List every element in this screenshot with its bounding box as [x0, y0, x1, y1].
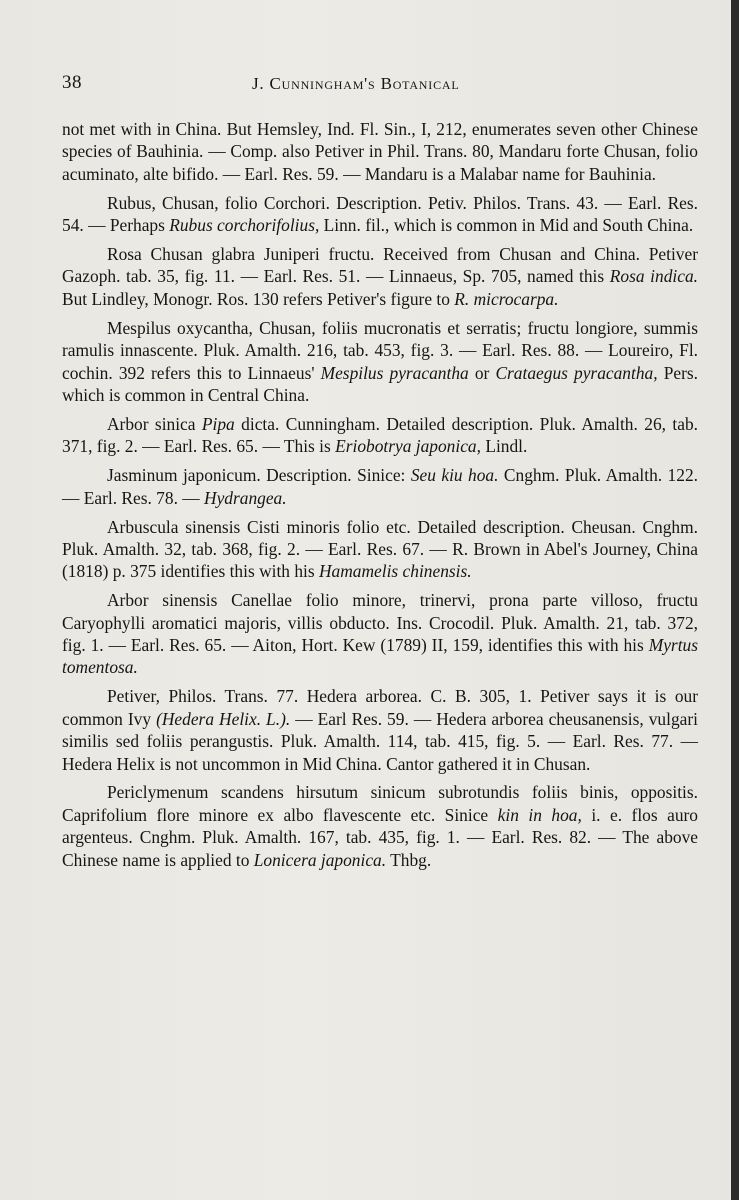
text-run: Rosa Chusan glabra Juniperi fructu. Received from Chusan and China. Petiver Gazoph. tab. 35, fig. 11. — Earl. Res. 51. — Linnaeus, Sp. 705, named this: [62, 244, 698, 287]
text-run: or: [468, 362, 496, 383]
paragraph-rubus: [62, 192, 698, 237]
italic-text: R. microcarpa.: [454, 288, 559, 309]
text-run: Arbor sinensis Canellae folio minore, trinervi, prona parte villoso, fructu Caryophylli aromatici majoris, villis obducto. Ins. Crocodil. Pluk. Amalth. 21, tab. 372, fig. 1. — Earl. Res. 65. — Aiton, Hort. Kew (1789) II, 159, identifies this with his: [62, 590, 698, 656]
text-run: Arbuscula sinensis Cisti minoris folio etc. Detailed description. Cheusan. Cnghm. Pluk. Amalth. 32, tab. 368, fig. 2. — Earl. Res. 67. — R. Brown in Abel's Journey, China (1818) p. 375 identifies this with his: [62, 516, 698, 582]
italic-text: Seu kiu hoa.: [410, 465, 499, 486]
text-run: Pers. which is common in Central China.: [62, 362, 698, 405]
paragraph-bauhinia-continued: [62, 118, 698, 185]
body-text: [62, 118, 698, 871]
text-run: Thbg.: [386, 849, 432, 870]
paragraph-arbor-pipa: [62, 413, 698, 458]
text-run: Arbor sinica: [107, 413, 202, 434]
text-run: Jasminum japonicum. Description. Sinice:: [107, 465, 411, 486]
italic-text: Crataegus pyracantha,: [495, 362, 658, 383]
text-run: not met with in China. But Hemsley, Ind. Fl. Sin., I, 212, enumerates seven other Chinese species of Bauhinia. — Comp. also Petiver in Phil. Trans. 80, Mandaru forte Chusan, folio acuminato, alte bifido. — Earl. Res. 59. — Mandaru is a Malabar name for Bauhinia.: [62, 119, 698, 184]
paragraph-arbuscula: [62, 516, 698, 583]
paragraph-jasminum: [62, 464, 698, 509]
italic-text: Mespilus pyracantha: [320, 362, 469, 383]
italic-text: Myrtus tomentosa.: [62, 635, 698, 678]
italic-text: Rubus corchorifolius,: [169, 215, 320, 236]
italic-text: Eriobotrya japonica,: [335, 436, 481, 457]
text-run: Linn. fil., which is common in Mid and South China.: [319, 215, 694, 236]
text-run: — Earl Res. 59. — Hedera arborea cheusanensis, vulgari similis sed foliis perangustis. Pluk. Amalth. 114, tab. 415, fig. 5. — Earl. Res. 77. — Hedera Helix is not uncommon in Mid China. Cantor gathered it in Chusan.: [62, 708, 698, 774]
page-edge-shadow: [731, 0, 739, 1200]
text-run: Petiver, Philos. Trans. 77. Hedera arborea. C. B. 305, 1. Petiver says it is our common Ivy: [62, 686, 698, 729]
italic-text: Hamamelis chinensis.: [318, 561, 472, 582]
italic-text: Hydrangea.: [204, 487, 287, 508]
italic-text: Rosa indica.: [609, 266, 698, 287]
text-run: dicta. Cunningham. Detailed description. Pluk. Amalth. 26, tab. 371, fig. 2. — Earl. Res. 65. — This is: [62, 413, 698, 457]
text-run: But Lindley, Monogr. Ros. 130 refers Petiver's figure to: [62, 288, 455, 309]
italic-text: (Hedera Helix. L.).: [156, 708, 291, 729]
text-run: Cnghm. Pluk. Amalth. 122. — Earl. Res. 78. —: [62, 465, 698, 508]
text-run: Rubus, Chusan, folio Corchori. Description. Petiv. Philos. Trans. 43. — Earl. Res. 54. — Perhaps: [62, 192, 698, 236]
text-run: Periclymenum scandens hirsutum sinicum subrotundis foliis binis, oppositis. Caprifolium flore minore ex albo flavescente etc. Sinice: [62, 782, 698, 825]
page-number: 38: [62, 72, 82, 93]
italic-text: kin in hoa,: [497, 804, 582, 825]
text-run: i. e. flos auro argenteus. Cnghm. Pluk. Amalth. 167, tab. 435, fig. 1. — Earl. Res. 82. — The above Chinese name is applied to: [62, 804, 699, 870]
running-title: J. Cunningham's Botanical: [252, 74, 460, 93]
paragraph-mespilus: [62, 317, 698, 407]
page-header: [62, 72, 702, 102]
text-run: Lindl.: [480, 436, 528, 457]
paragraph-arbor-sinensis: [62, 589, 698, 679]
paragraph-petiver-hedera: [62, 685, 698, 775]
paragraph-periclymenum: [62, 781, 698, 871]
italic-text: Lonicera japonica.: [253, 849, 387, 870]
paragraph-rosa: [62, 243, 698, 310]
italic-text: Pipa: [201, 413, 235, 434]
text-run: Mespilus oxycantha, Chusan, foliis mucronatis et serratis; fructu longiore, summis ramulis innascente. Pluk. Amalth. 216, tab. 453, fig. 3. — Earl. Res. 88. — Loureiro, Fl. cochin. 392 refers this to Linnaeus': [62, 317, 698, 383]
